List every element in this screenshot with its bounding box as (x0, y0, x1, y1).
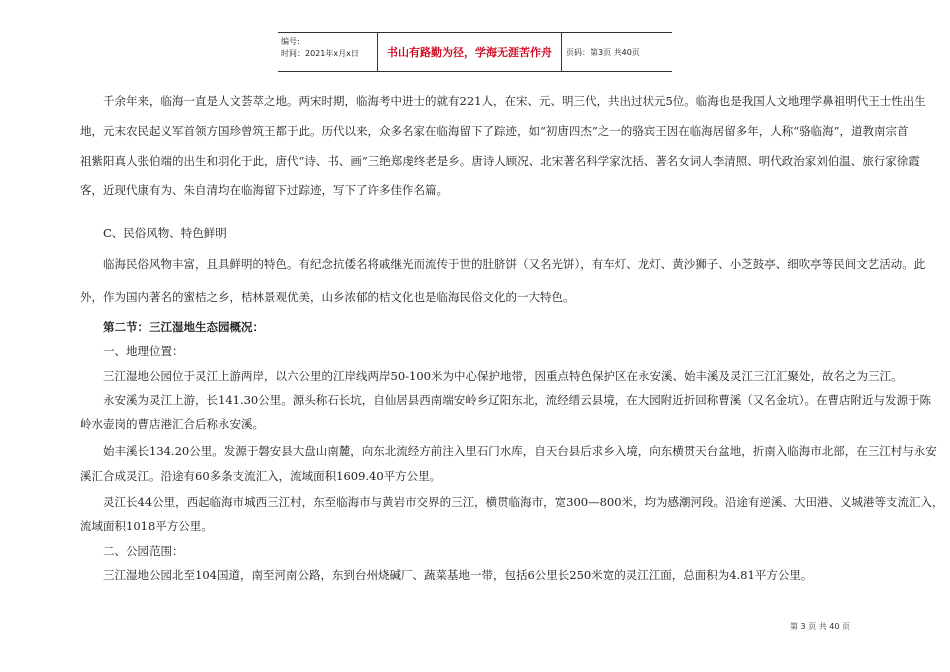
header-page-label: 页码：第3页 共40页 (566, 47, 640, 57)
page-footer: 第 3 页 共 40 页 (790, 622, 850, 631)
paragraph-line: 岭水壶岗的曹店港汇合后称永安溪。 (80, 417, 264, 431)
time-label: 时间：2021年x月x日 (281, 49, 359, 58)
section-heading: 二、公园范围： (80, 544, 184, 558)
paragraph-line: 流域面积1018平方公里。 (80, 519, 213, 533)
paragraph-line: 祖紫阳真人张伯端的出生和羽化于此，唐代“诗、书、画”三绝郑虔终老是乡。唐诗人顾况、北宋著名科学家沈括、著名女词人李清照、明代政治家刘伯温、旅行家徐霞 (80, 154, 920, 168)
paragraph-line: 外，作为国内著名的蜜桔之乡，桔林景观优美，山乡浓郁的桔文化也是临海民俗文化的一大特色。 (80, 290, 575, 304)
section-heading: 一、地理位置： (80, 344, 184, 358)
paragraph-line: 三江湿地公园位于灵江上游两岸，以六公里的江岸线两岸50-100米为中心保护地带，因重点特色保护区在永安溪、始丰溪及灵江三江汇聚处，故名之为三江。 (80, 369, 903, 383)
header-meta (278, 33, 378, 71)
paragraph-line: 永安溪为灵江上游，长141.30公里。源头称石长坑，自仙居县西南端安岭乡辽阳东北，流经缙云县境，在大园附近折回称曹溪（又名金坑）。在曹店附近与发源于陈 (80, 393, 931, 407)
header-motto: 书山有路勤为径，学海无涯苦作舟 (378, 33, 562, 71)
paragraph-line: 地，元末农民起义军首领方国珍曾筑王都于此。历代以来，众多名家在临海留下了踪迹，如“初唐四杰”之一的骆宾王因在临海居留多年，人称“骆临海”，道教南宗首 (80, 124, 909, 138)
paragraph-line: 溪汇合成灵江。沿途有60多条支流汇入，流域面积1609.40平方公里。 (80, 469, 442, 483)
paragraph-line: 灵江长44公里，西起临海市城西三江村，东至临海市与黄岩市交界的三江，横贯临海市，宽300—800米，均为感潮河段。沿途有逆溪、大田港、义城港等支流汇入， (80, 495, 944, 509)
paragraph-line: 客，近现代康有为、朱自清均在临海留下过踪迹，写下了许多佳作名篇。 (80, 183, 448, 197)
paragraph-line: 始丰溪长134.20公里。发源于磐安县大盘山南麓，向东北流经方前注入里石门水库，自天台县后求乡入境，向东横贯天台盆地，折南入临海市北部，在三江村与永安 (80, 444, 937, 458)
page-header (278, 32, 672, 72)
section-heading: C、民俗风物、特色鲜明 (80, 226, 227, 240)
chapter-heading: 第二节：三江湿地生态园概况： (80, 320, 264, 334)
paragraph-line: 三江湿地公园北至104国道，南至河南公路，东到台州烧碱厂、蔬菜基地一带，包括6公里长250米宽的灵江江面，总面积为4.81平方公里。 (80, 568, 813, 582)
paragraph-line: 临海民俗风物丰富，且具鲜明的特色。有纪念抗倭名将戚继光而流传于世的肚脐饼（又名光饼），有车灯、龙灯、黄沙狮子、小芝鼓亭、细吹亭等民间文艺活动。此 (80, 257, 926, 271)
number-label: 编号: (281, 37, 300, 46)
paragraph-line: 千余年来，临海一直是人文荟萃之地。两宋时期，临海考中进士的就有221人，在宋、元、明三代，共出过状元5位。临海也是我国人文地理学鼻祖明代王士性出生 (80, 94, 926, 108)
